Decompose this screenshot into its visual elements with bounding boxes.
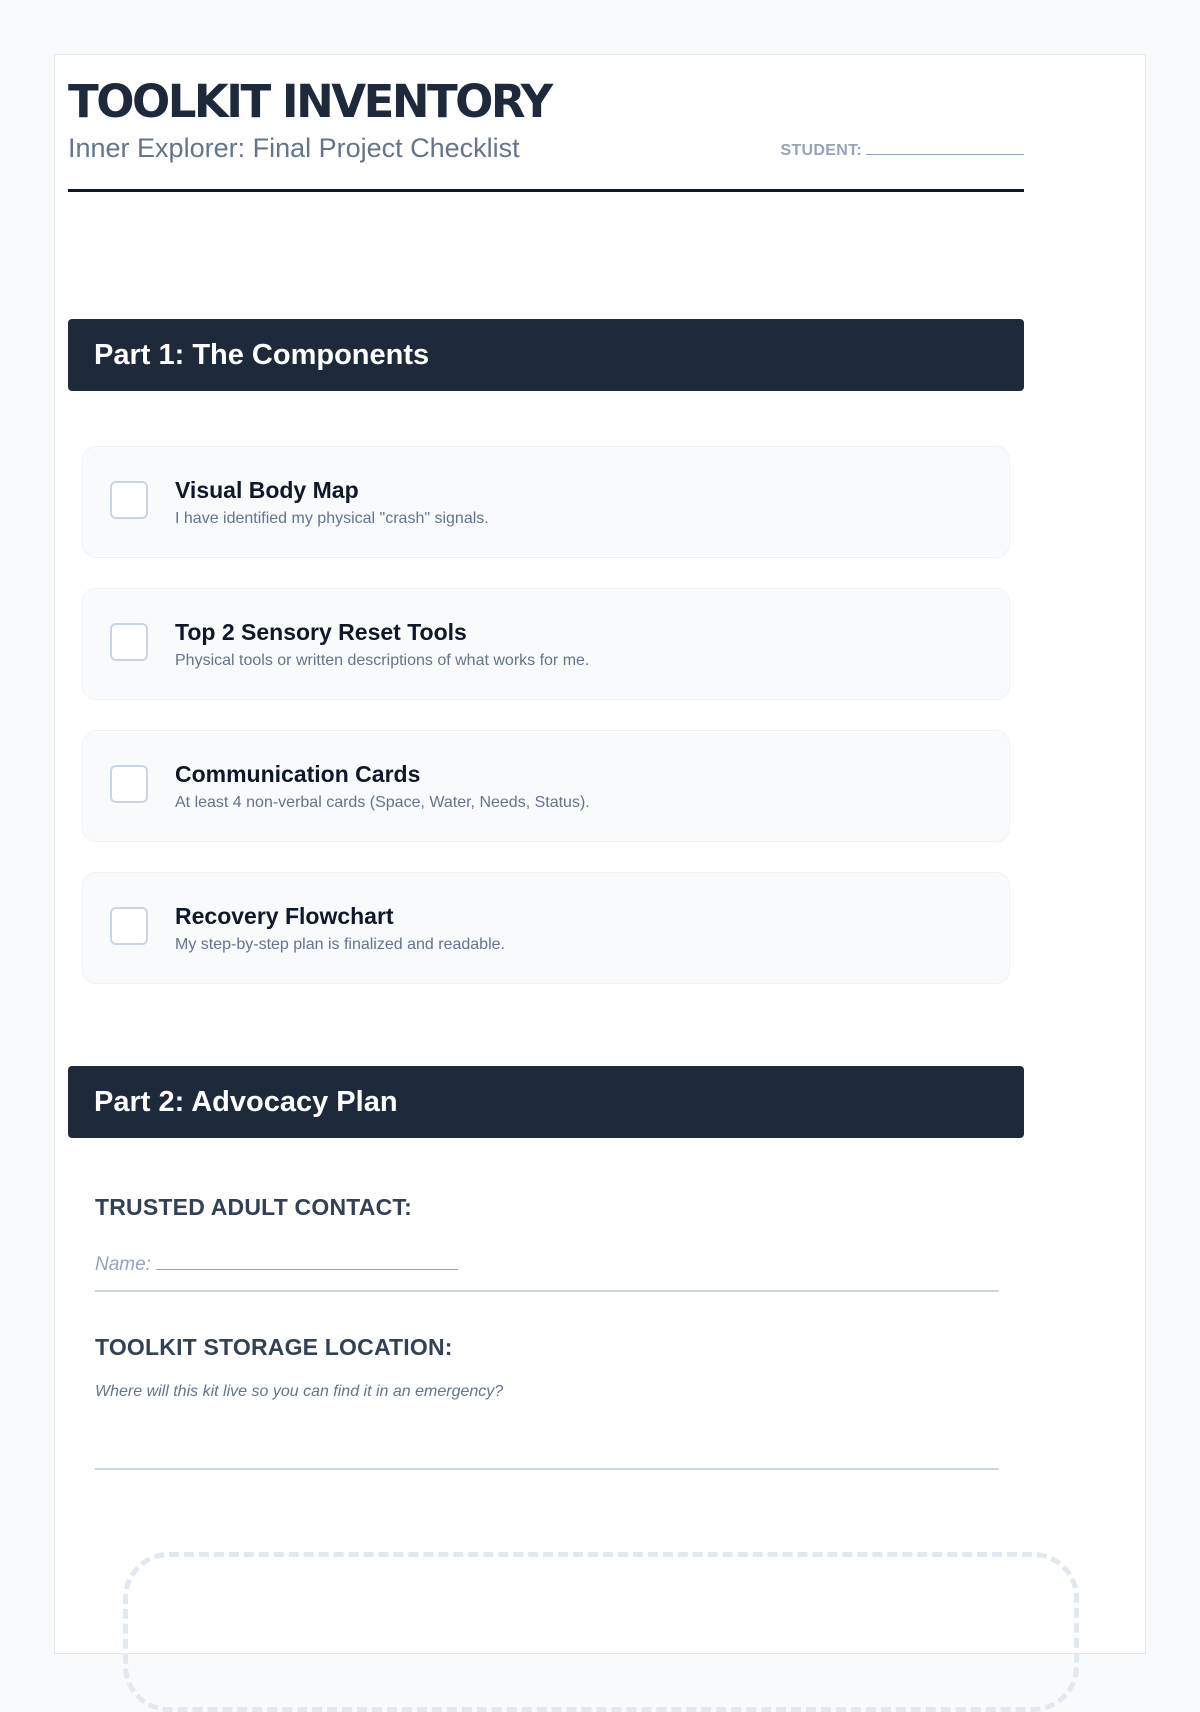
page-title: TOOLKIT INVENTORY [68,75,551,128]
student-field[interactable] [780,140,1024,160]
storage-location-answer-line[interactable] [95,1468,999,1470]
part2-heading: Part 2: Advocacy Plan [68,1066,1024,1138]
name-blank[interactable] [156,1253,458,1270]
item-title: Visual Body Map [175,477,359,503]
item-description: Physical tools or written descriptions of what works for me. [175,652,590,669]
part1-heading: Part 1: The Components [68,319,1024,391]
page-subtitle: Inner Explorer: Final Project Checklist [68,133,520,163]
checklist-item-recovery-flowchart[interactable] [82,872,1010,984]
trusted-adult-label: TRUSTED ADULT CONTACT: [95,1194,412,1220]
storage-location-label: TOOLKIT STORAGE LOCATION: [95,1334,453,1360]
checkbox[interactable] [110,907,148,945]
student-name-blank[interactable] [866,140,1024,155]
worksheet-header [68,72,1024,192]
student-label: STUDENT: [780,142,862,159]
worksheet-page [54,54,1146,1654]
item-title: Communication Cards [175,761,421,787]
checkbox[interactable] [110,623,148,661]
trusted-adult-name-field[interactable] [95,1253,458,1276]
storage-location-hint: Where will this kit live so you can find it in an emergency? [95,1383,504,1400]
checkbox[interactable] [110,481,148,519]
dashed-notes-box [123,1552,1079,1712]
checkbox[interactable] [110,765,148,803]
item-title: Recovery Flowchart [175,903,394,929]
item-description: My step-by-step plan is finalized and readable. [175,936,505,953]
name-prompt-label: Name: [95,1254,151,1275]
checklist-item-sensory-reset-tools[interactable] [82,588,1010,700]
trusted-adult-divider [95,1290,999,1292]
checklist-item-visual-body-map[interactable] [82,446,1010,558]
item-title: Top 2 Sensory Reset Tools [175,619,467,645]
item-description: At least 4 non-verbal cards (Space, Water, Needs, Status). [175,794,590,811]
checklist-item-communication-cards[interactable] [82,730,1010,842]
item-description: I have identified my physical "crash" signals. [175,510,489,527]
